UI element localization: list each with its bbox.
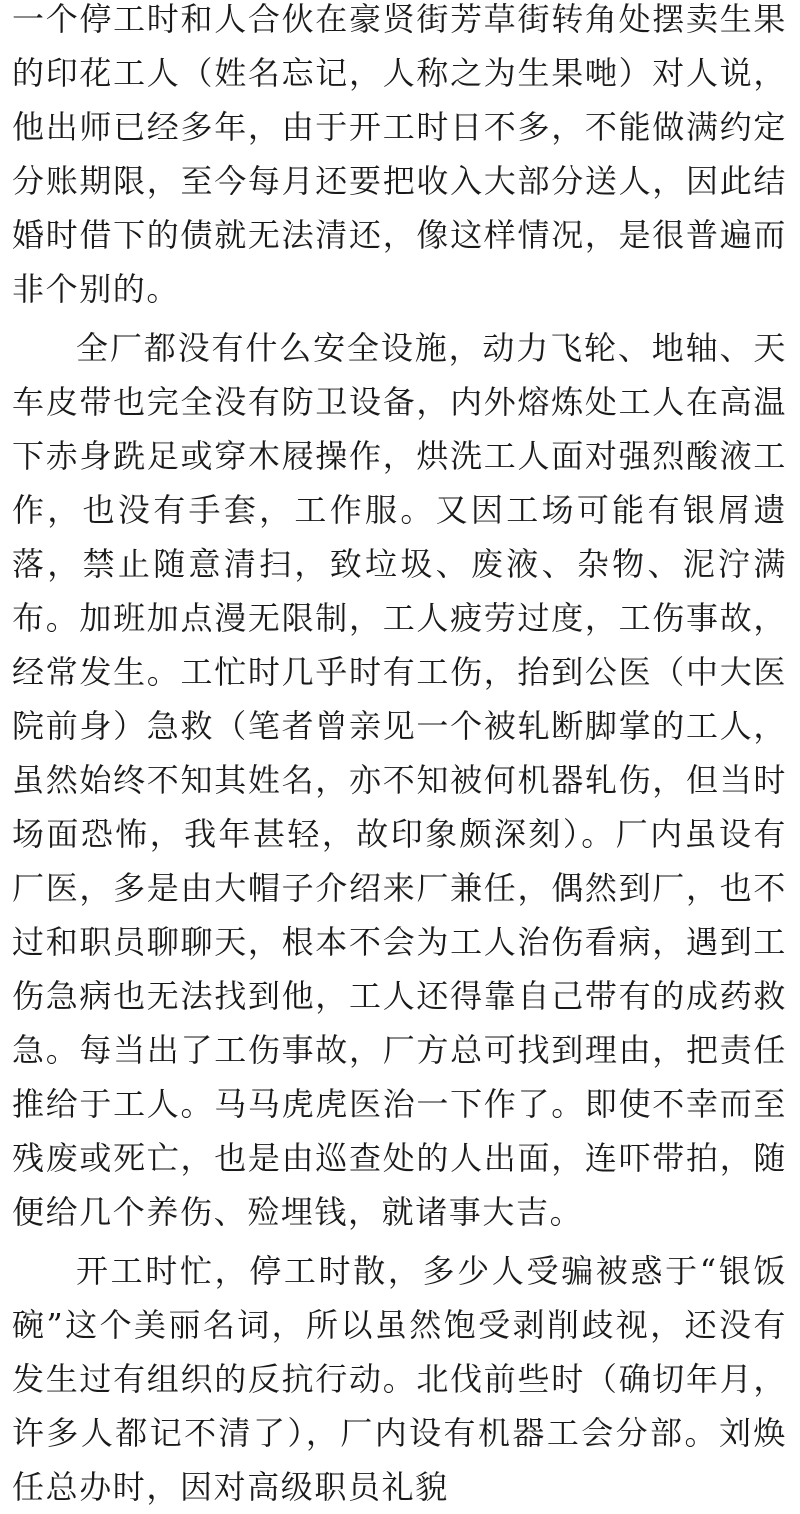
paragraph-2: 全厂都没有什么安全设施，动力飞轮、地轴、天车皮带也完全没有防卫设备，内外熔炼处工人在高温下赤身跣足或穿木屐操作，烘洗工人面对强烈酸液工作，也没有手套，工作服。又因工场可能有银屑遗落，禁止随意清扫，致垃圾、废液、杂物、泥泞满布。加班加点漫无限制，工人疲劳过度，工伤事故，经常发生。工忙时几乎时有工伤，抬到公医（中大医院前身）急救（笔者曾亲见一个被轧断脚掌的工人，虽然始终不知其姓名，亦不知被何机器轧伤，但当时场面恐怖，我年甚轻，故印象颇深刻）。厂内虽设有厂医，多是由大帽子介绍来厂兼任，偶然到厂，也不过和职员聊聊天，根本不会为工人治伤看病，遇到工伤急病也无法找到他，工人还得靠自己带有的成药救急。每当出了工伤事故，厂方总可找到理由，把责任推给于工人。马马虎虎医治一下作了。即使不幸而至残废或死亡，也是由巡查处的人出面，连吓带拍，随便给几个养伤、殓埋钱，就诸事大吉。 bbox=[12, 329, 787, 1231]
paragraph-1: 一个停工时和人合伙在豪贤街芳草街转角处摆卖生果的印花工人（姓名忘记，人称之为生果哋）对人说，他出师已经多年，由于开工时日不多，不能做满约定分账期限，至今每月还要把收入大部分送人，因此结婚时借下的债就无法清还，像这样情况，是很普遍而非个别的。 bbox=[12, 0, 787, 308]
document-page bbox=[12, 0, 787, 1514]
paragraph-3: 开工时忙，停工时散，多少人受骗被惑于“银饭碗”这个美丽名词，所以虽然饱受剥削歧视，还没有发生过有组织的反抗行动。北伐前些时（确切年月，许多人都记不清了），厂内设有机器工会分部。刘焕任总办时，因对高级职员礼貌 bbox=[12, 1252, 787, 1506]
